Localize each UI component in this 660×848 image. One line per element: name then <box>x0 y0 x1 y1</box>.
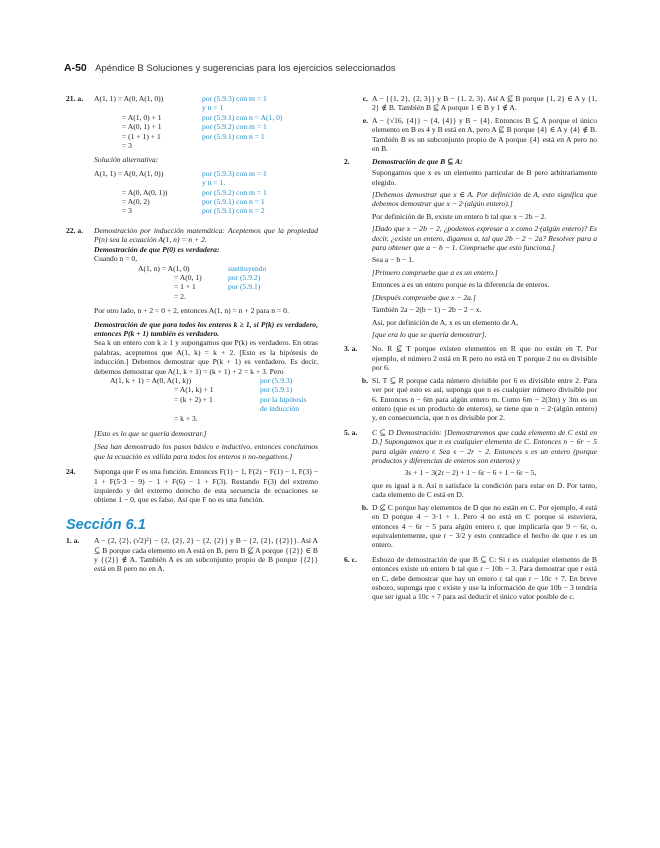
inductive-step-heading: Demostración de que para todos los enteros k ≥ 1, si P(k) es verdadero, entonces P(k + 1) también es verdadero. <box>94 319 318 338</box>
paragraph: Así, por definición de A, x es un elemento de A, <box>372 317 519 327</box>
eq-row <box>66 414 318 423</box>
eq-lhs: = 2. <box>174 291 186 301</box>
eq-row <box>66 113 318 122</box>
eq-reason: por la hipótesis de inducción <box>260 394 307 414</box>
eq-reason: por (5.9.3) <box>260 375 293 385</box>
exercise-21 <box>66 94 318 216</box>
eq-row <box>66 292 318 301</box>
paragraph: Por definición de B, existe un entero b tal que x − 2b − 2. <box>372 211 547 221</box>
eq-lhs: = (1 + 1) + 1 <box>122 131 161 141</box>
exercise-22-intro: 22. a. Demostración por inducción matemática: Aceptemos que la propiedad P(n) sea la ecuación A(1, n) = n + 2. <box>66 225 318 245</box>
paragraph: Entonces a es un entero porque es la diferencia de enteros. <box>372 280 550 290</box>
left-column <box>66 94 318 577</box>
exercise-label: 21. a. <box>66 94 84 103</box>
eq-reason: por (5.9.1) <box>228 282 261 292</box>
exercise-22 <box>66 226 318 461</box>
eq-row <box>66 122 318 131</box>
eq-reason: por (5.9.1) con n = 1 <box>202 197 265 207</box>
eq-row <box>66 282 318 291</box>
running-header <box>64 62 396 74</box>
display-equation: 3s + 1 − 3(2r − 2) + 1 − 6r − 6 + 1 − 6r − 5, <box>404 468 537 478</box>
paragraph: [Dado que x − 2b − 2, ¿podemos expresar a x como 2·(algún entero)? Es decir, ¿existe un entero, digamos a, tal que 2b − 2 − 2a? Resolver para a para obtener que a − b − 1. Compruebe que esto funciona.] <box>372 224 597 253</box>
eq-reason: por (5.9.3) con m = 1 y n = 1. <box>202 168 267 188</box>
paragraph: También 2a − 2(b − 1) − 2b − 2 − x. <box>372 305 482 315</box>
eq-row <box>66 132 318 141</box>
eq-reason: por (5.9.2) con m = 1 <box>202 122 267 132</box>
eq-lhs: A(1, k + 1) = A(0, A(1, k)) <box>110 375 192 385</box>
paragraph: [que era lo que se quería demostrar]. <box>372 329 487 339</box>
exercise-2-heading: 2. Demostración de que B ⊆ A: <box>344 156 463 166</box>
paragraph: que es igual a n. Así n satisface la condición para estar en D. Por tanto, cada elemento de C está en D. <box>372 480 597 500</box>
eq-row <box>66 385 318 394</box>
eq-lhs: = k + 3. <box>174 413 198 423</box>
base-case-text: Cuando n = 0, <box>94 254 138 264</box>
eq-lhs: = A(0, A(0, 1)) <box>122 187 168 197</box>
paragraph: [Después compruebe que x − 2a.] <box>372 292 476 302</box>
eq-row <box>66 376 318 385</box>
eq-reason: por (5.9.1) con n = 2 <box>202 206 265 216</box>
eq-row <box>66 264 318 273</box>
exercise-3b: b. Sí. T ⊆ R porque cada número divisible por 6 es divisible entre 2. Para ver por qué esto es así, suponga que n es cualquier número divisible por 6. Entonces n − 6m para algún entero m. Como 6m − 2(3m) y 3m es un entero (que es un producto de enteros), se tiene que n − 2·(algún entero) y, en consecuencia, que n es divisible por 2. <box>361 375 597 423</box>
paragraph: Supongamos que x es un elemento particular de B pero arbitrariamente elegido. <box>372 168 597 187</box>
eq-reason: por (5.9.1) con n = A(1, 0) <box>202 112 283 122</box>
eq-row <box>66 188 318 197</box>
section-heading: Sección 6.1 <box>66 516 146 533</box>
paragraph: Por otro lado, n + 2 = 0 + 2, entonces A(1, n) = n + 2 para n = 0. <box>94 306 289 316</box>
exercise-5b: b. D ⊈ C porque hay elementos de D que no están en C. Por ejemplo, 4 está en D porque 4 − 3·1 + 1. Pero 4 no está en C porque si estuviera, entonces 4 − 6r − 5 para algún entero r, que implicaría que 9 − 6r, o, equivalentemente, que r − 3/2 y esto contradice el hecho de que r es un entero. <box>361 502 597 550</box>
eq-row <box>66 169 318 188</box>
eq-lhs: = A(1, 0) + 1 <box>122 112 162 122</box>
exercise-1: 1. a. A − {2, {2}, (√2)²} − {2, {2}, 2} − {2, {2}} y B − {2, {2}, {{2}}}. Así A ⊆ B porque cada elemento en A está en B, pero B ⊈ A porque {{2}} ∈ B y {{2}} ∉ A. También A es un subconjunto propio de B porque {{2}} está en B pero no en A. <box>66 536 318 574</box>
exercise-24: 24. Suponga que F es una función. Entonces F(1) − 1, F(2) − F(1) − 1, F(3) − 1 + F(5·3 − 9) − 1 + F(6) − 1 + F(3). Restando F(3) del extremo izquierdo y del extremo derecho de esta secuencia de ecuaciones se obtiene 1 − 0, que es falso. Así que F no es una función. <box>66 467 318 505</box>
eq-row <box>66 273 318 282</box>
eq-row <box>66 395 318 414</box>
right-column <box>344 94 597 605</box>
eq-lhs: = A(0, 1) <box>174 272 202 282</box>
exercise-2 <box>344 157 597 340</box>
eq-lhs: = 3 <box>122 206 132 216</box>
header-title: Apéndice B Soluciones y sugerencias para los ejercicios seleccionados <box>95 63 396 74</box>
exercise-1c: c. A − {{1, 2}, {2, 3}} y B − {1, 2, 3}. Así A ⊈ B porque {1, 2} ∈ A y {1, 2} ∉ B. También B ⊈ A porque 1 ∈ B y 1 ∉ A. <box>362 94 597 113</box>
alt-solution-heading: Solución alternativa: <box>94 155 159 165</box>
exercise-1e: e. A − {√16, {4}} − {4, {4}} y B − {4}. Entonces B ⊆ A porque el único elemento en B es 4 y B está en A, pero A ⊈ B porque {4} ∈ A y {4} ∉ B. También B es un subconjunto propio de A porque {4} está en A pero no en B. <box>362 116 597 154</box>
eq-lhs: = A(1, k) + 1 <box>174 385 214 395</box>
eq-lhs: = A(0, 2) <box>122 197 150 207</box>
page-number: A-50 <box>64 62 87 74</box>
eq-row <box>66 94 318 113</box>
eq-lhs: A(1, 1) = A(0, A(1, 0)) <box>94 94 164 103</box>
exercise-5a <box>344 428 597 500</box>
eq-row <box>66 206 318 215</box>
paragraph: [Sea han demostrado los pasos básico e inductivo, entonces concluimos que la ecuación es válida para todos los enteros n no-negativos.] <box>94 442 318 461</box>
paragraph: Sea k un entero con k ≥ 1 y supongamos que P(k) es verdadero. En otras palabras, aceptemos que A(1, k) = k + 2. [Esto es la hipótesis de inducción.] Debemos demostrar que P(k + 1) es verdadero. Es decir, debemos demostrar que A(1, k + 1) = (k + 1) + 2 = k + 3. Pero <box>94 338 318 376</box>
exercise-5a-text: 5. a. C ⊆ D Demostración: [Demostraremos que cada elemento de C está en D.] Supongamos que n es cualquier elemento de C. Entonces n − 6r − 5 para algún entero r. Sea s − 2r − 2. Entonces s es un entero (porque productos y diferencias de enteros son enteros) y <box>344 427 597 465</box>
eq-row <box>66 197 318 206</box>
exercise-3a: 3. a. No. R ⊈ T porque existen elementos en R que no están en T. Por ejemplo, el número 2 está en R pero no está en T porque 2 no es divisible por 6. <box>344 344 597 373</box>
base-case-heading: Demostración de que P(0) es verdadera: <box>94 244 220 254</box>
eq-reason: por (5.9.3) con m = 1 y n = 1 <box>202 94 267 113</box>
eq-reason: por (5.9.1) con n = 1 <box>202 131 265 141</box>
eq-lhs: = 1 + 1 <box>174 282 196 292</box>
eq-reason: sustituyendo <box>228 263 267 273</box>
paragraph: [Debemos demostrar que x ∈ A. Por definición de A, esto significa que debemos demostrar que x − 2·(algún entero).] <box>372 190 597 209</box>
eq-row <box>66 141 318 150</box>
paragraph: Sea a − b − 1. <box>372 255 414 265</box>
eq-lhs: A(1, n) = A(1, 0) <box>138 263 190 273</box>
paragraph: [Primero compruebe que a es un entero.] <box>372 267 498 277</box>
eq-lhs: A(1, 1) = A(0, A(1, 0)) <box>94 168 164 178</box>
eq-reason: por (5.9.2) con m = 1 <box>202 187 267 197</box>
exercise-6c: 6. c. Esbozo de demostración de que B ⊆ C: Si r es cualquier elemento de B entonces existe un entero b tal que r − 10b − 3. Para demostrar que r está en C, debe demostrar que hay un entero c tal que r − 10c + 7. En breve esbozo, suponga que c existe y use la información de que 10b − 3 tendría que ser igual a 10c + 7 para así deducir el único valor posible de c. <box>344 554 597 602</box>
eq-reason: por (5.9.1) <box>260 385 293 395</box>
paragraph: [Esto es lo que se quería demostrar.] <box>94 429 207 438</box>
eq-lhs: = (k + 2) + 1 <box>174 394 213 404</box>
eq-lhs: = A(0, 1) + 1 <box>122 122 162 132</box>
eq-lhs: = 3 <box>122 141 132 151</box>
eq-reason: por (5.9.2) <box>228 272 261 282</box>
